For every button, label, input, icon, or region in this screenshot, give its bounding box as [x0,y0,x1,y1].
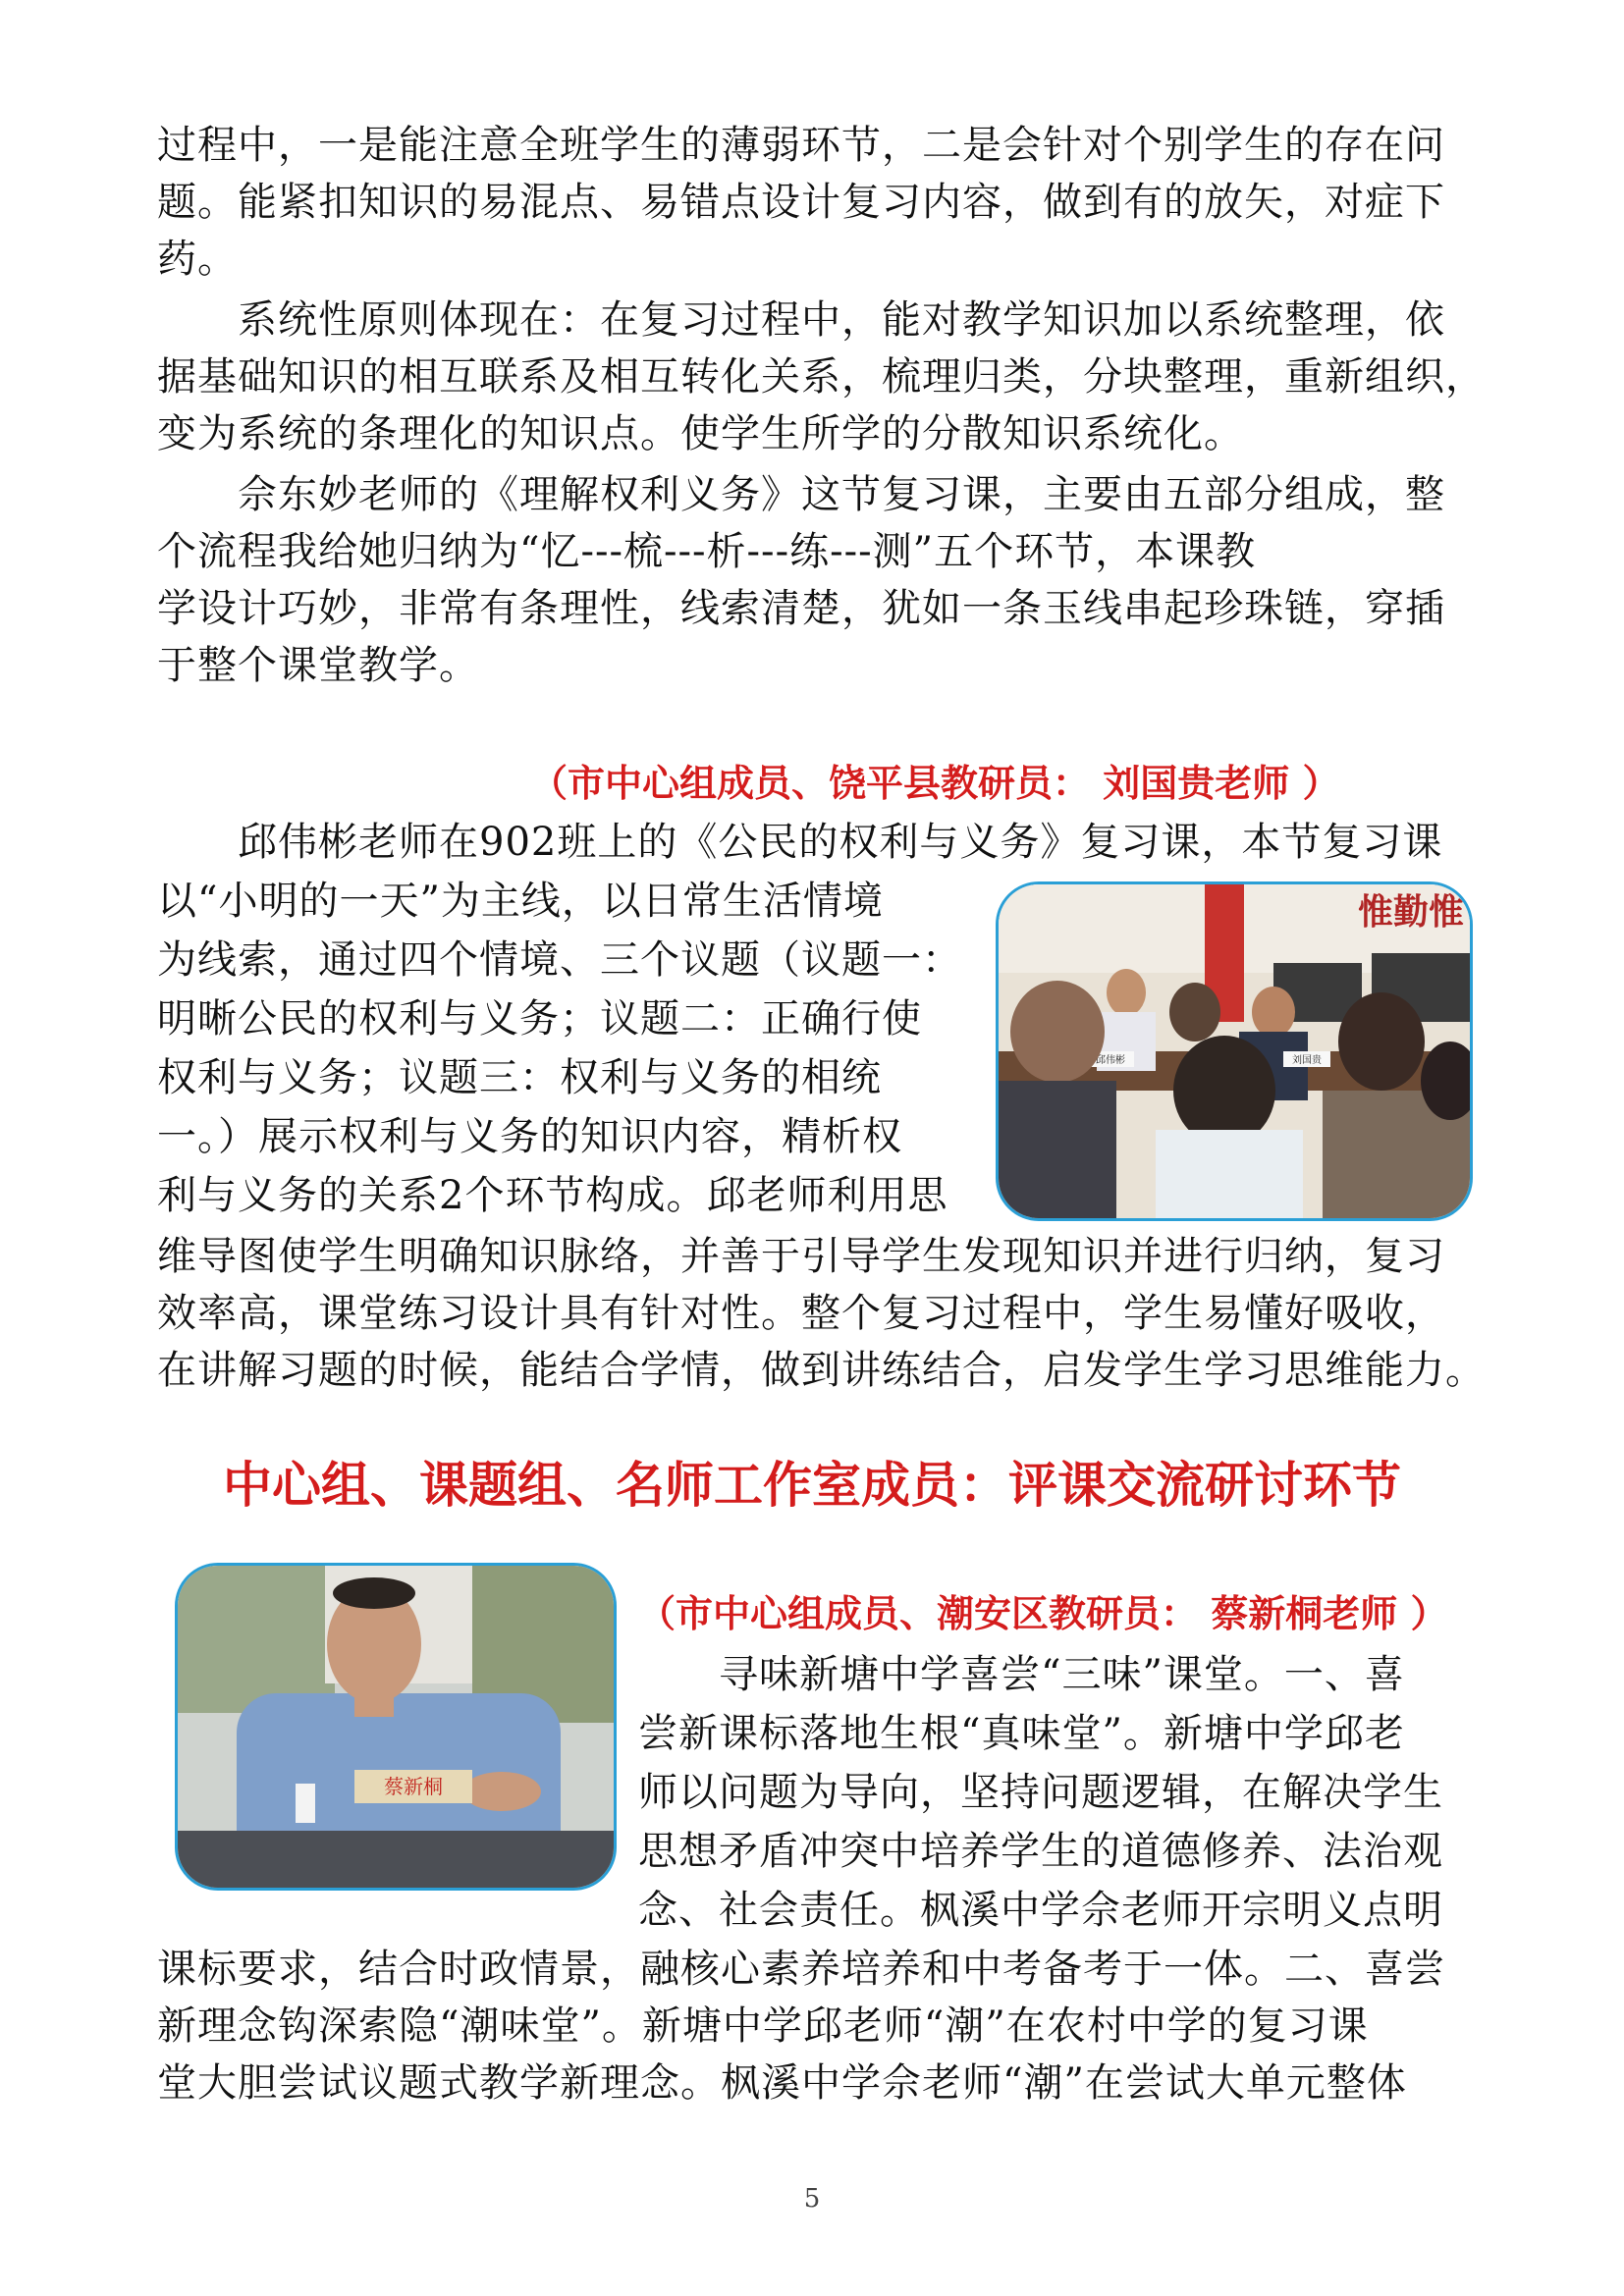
p4-line-9: 效率高，课堂练习设计具有针对性。整个复习过程中，学生易懂好吸收， [157,1291,1445,1336]
p3-line-1: 佘东妙老师的《理解权利义务》这节复习课，主要由五部分组成，整 [157,472,1445,517]
caption-liu-guogui: （市中心组成员、饶平县教研员： 刘国贵老师 ） [530,762,1340,805]
section-heading: 中心组、课题组、名师工作室成员：评课交流研讨环节 [223,1457,1401,1514]
p2-line-1: 系统性原则体现在：在复习过程中，能对教学知识加以系统整理，依 [157,297,1445,343]
p5-line-4: 思想矛盾冲突中培养学生的道德修养、法治观 [638,1829,1443,1874]
p3-line-2: 个流程我给她归纳为“忆---梳---析---练---测”五个环节，本课教 [157,529,1257,574]
p4-line-1: 邱伟彬老师在902班上的《公民的权利与义务》复习课，本节复习课 [157,820,1443,865]
speaker-photo [175,1563,617,1891]
p1-line-3: 药。 [157,237,238,282]
classroom-nameplate-1: 邱伟彬 [1096,1055,1125,1066]
p4-line-10: 在讲解习题的时候，能结合学情，做到讲练结合，启发学生学习思维能力。 [157,1348,1486,1393]
classroom-photo-image [999,884,1470,1218]
p3-line-3: 学设计巧妙，非常有条理性，线索清楚，犹如一条玉线串起珍珠链，穿插 [157,586,1445,631]
p1-line-1: 过程中，一是能注意全班学生的薄弱环节，二是会针对个别学生的存在问 [157,123,1445,168]
p5-line-5: 念、社会责任。枫溪中学佘老师开宗明义点明 [638,1888,1443,1933]
p4-line-4: 明晰公民的权利与义务；议题二：正确行使 [157,996,922,1041]
p3-line-4: 于整个课堂教学。 [157,643,479,688]
p4-line-7: 利与义务的关系2个环节构成。邱老师利用思 [157,1173,948,1218]
classroom-banner-text: 惟勤惟 [1357,891,1465,933]
caption-cai-xintong: （市中心组成员、潮安区教研员： 蔡新桐老师 ） [638,1592,1448,1635]
speaker-nameplate: 蔡新桐 [384,1775,443,1798]
classroom-nameplate-2: 刘国贵 [1292,1055,1322,1066]
p5-line-1: 寻味新塘中学喜尝“三味”课堂。一、喜 [638,1652,1405,1697]
page-number: 5 [803,2184,821,2214]
p4-line-8: 维导图使学生明确知识脉络，并善于引导学生发现知识并进行归纳，复习 [157,1234,1445,1279]
speaker-photo-image [178,1566,614,1888]
p5-line-6: 课标要求，结合时政情景，融核心素养培养和中考备考于一体。二、喜尝 [157,1947,1445,1992]
p2-line-2: 据基础知识的相互联系及相互转化关系，梳理归类，分块整理，重新组织， [157,354,1486,400]
p5-line-3: 师以问题为导向，坚持问题逻辑，在解决学生 [638,1770,1443,1815]
p4-line-2: 以“小明的一天”为主线，以日常生活情境 [157,879,884,924]
p4-line-3: 为线索，通过四个情境、三个议题（议题一： [157,937,962,983]
p4-line-5: 权利与义务；议题三：权利与义务的相统 [157,1055,882,1100]
p4-line-6: 一。）展示权利与义务的知识内容，精析权 [157,1114,902,1159]
p5-line-8: 堂大胆尝试议题式教学新理念。枫溪中学佘老师“潮”在尝试大单元整体 [157,2060,1407,2106]
p5-line-7: 新理念钩深索隐“潮味堂”。新塘中学邱老师“潮”在农村中学的复习课 [157,2003,1369,2049]
p2-line-3: 变为系统的条理化的知识点。使学生所学的分散知识系统化。 [157,411,1244,456]
classroom-photo [996,881,1473,1221]
p1-line-2: 题。能紧扣知识的易混点、易错点设计复习内容，做到有的放矢，对症下 [157,180,1445,225]
p5-line-2: 尝新课标落地生根“真味堂”。新塘中学邱老 [638,1711,1405,1756]
